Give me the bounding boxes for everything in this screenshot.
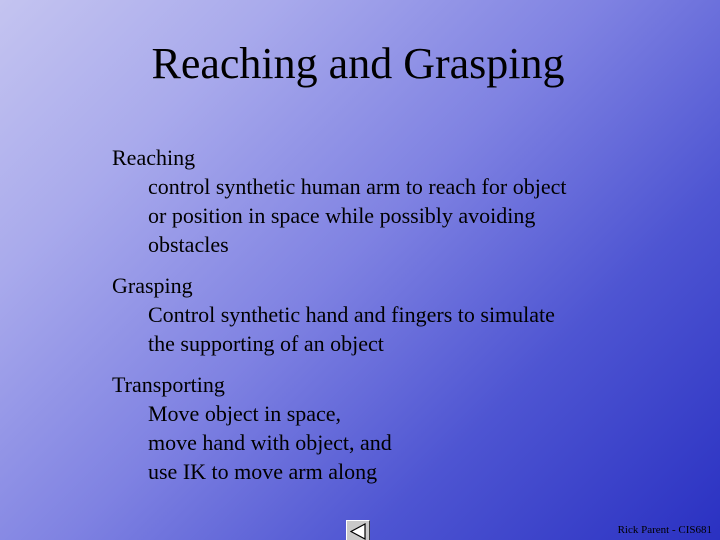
- section-heading: Grasping: [112, 273, 193, 298]
- section-reaching: [112, 143, 702, 259]
- section-grasping: [112, 271, 702, 358]
- section-line: Control synthetic hand and fingers to simulate: [148, 302, 555, 327]
- section-line: the supporting of an object: [148, 331, 384, 356]
- section-line: move hand with object, and: [148, 430, 392, 455]
- section-line: obstacles: [148, 232, 229, 257]
- section-line: control synthetic human arm to reach for object: [148, 174, 567, 199]
- slide-content: [112, 143, 702, 498]
- section-line: Move object in space,: [148, 401, 342, 426]
- previous-slide-button[interactable]: [346, 520, 370, 540]
- section-heading: Reaching: [112, 145, 196, 170]
- previous-arrow-icon: [350, 523, 367, 540]
- section-heading: Transporting: [112, 372, 225, 397]
- section-line: use IK to move arm along: [148, 459, 378, 484]
- section-line: or position in space while possibly avoiding: [148, 203, 536, 228]
- slide-title: Reaching and Grasping: [151, 39, 565, 88]
- slide-footer: Rick Parent - CIS681: [617, 524, 712, 536]
- section-transporting: [112, 370, 702, 486]
